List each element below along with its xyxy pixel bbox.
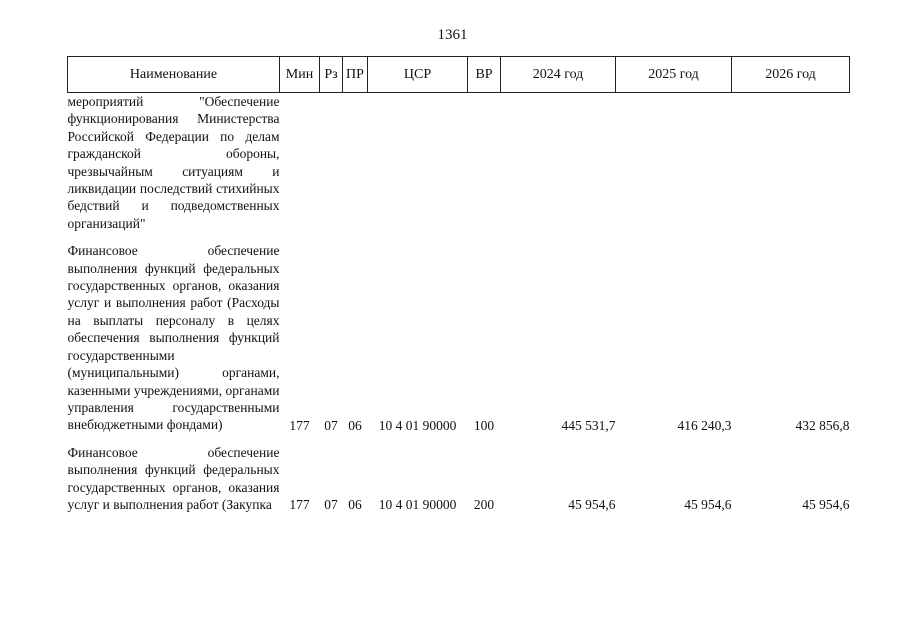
row-name: Финансовое обеспечение выполнения функций федеральных государственных органов, оказания услуг и выполнения работ (Расходы на выплаты персоналу в целях обеспечения выполнения функций государственными (муниципальными) органами, казенными учреждениями, органами управления государственными внебюджетными фондами) — [67, 243, 280, 433]
row-min: 177 — [289, 417, 310, 433]
row-rz — [320, 93, 343, 233]
header-pr: ПР — [343, 57, 368, 93]
row-csr: 10 4 01 90000 — [378, 417, 457, 433]
row-2026: 432 856,8 — [795, 417, 850, 433]
header-2024: 2024 год — [501, 57, 616, 93]
row-min — [280, 93, 320, 233]
header-rz: Рз — [320, 57, 343, 93]
row-2025: 416 240,3 — [677, 417, 732, 433]
table-row — [68, 242, 850, 433]
row-2024: 445 531,7 — [561, 417, 616, 433]
row-vr: 200 — [473, 497, 495, 513]
row-csr: 10 4 01 90000 — [378, 497, 457, 513]
row-name: Финансовое обеспечение выполнения функций федеральных государственных органов, оказания услуг и выполнения работ (Закупка — [67, 444, 280, 512]
row-pr — [343, 93, 368, 233]
row-2026 — [732, 93, 850, 233]
table-row — [68, 444, 850, 514]
row-2026: 45 954,6 — [802, 497, 850, 513]
header-vr: ВР — [468, 57, 501, 93]
table-row — [68, 93, 850, 233]
row-pr: 06 — [348, 497, 362, 513]
page-number: 1361 — [437, 27, 468, 43]
header-csr: ЦСР — [368, 57, 468, 93]
row-rz: 07 — [324, 497, 338, 513]
row-name: мероприятий "Обеспечение функционирования Министерства Российской Федерации по делам гражданской обороны, чрезвычайным ситуациям и ликвидации последствий стихийных бедствий и подведомственных организаций" — [67, 94, 280, 231]
header-name: Наименование — [68, 57, 280, 93]
row-2025 — [616, 93, 732, 233]
row-gap — [68, 434, 850, 444]
row-rz: 07 — [324, 417, 338, 433]
budget-table — [67, 56, 850, 513]
row-csr — [368, 93, 468, 233]
row-min: 177 — [289, 497, 310, 513]
row-2024: 45 954,6 — [568, 497, 616, 513]
row-vr — [468, 93, 501, 233]
row-gap — [68, 232, 850, 242]
row-vr: 100 — [473, 417, 495, 433]
header-2026: 2026 год — [732, 57, 850, 93]
row-pr: 06 — [348, 417, 362, 433]
header-min: Мин — [280, 57, 320, 93]
header-2025: 2025 год — [616, 57, 732, 93]
row-2024 — [501, 93, 616, 233]
row-2025: 45 954,6 — [684, 497, 732, 513]
table-header-row — [68, 57, 850, 93]
